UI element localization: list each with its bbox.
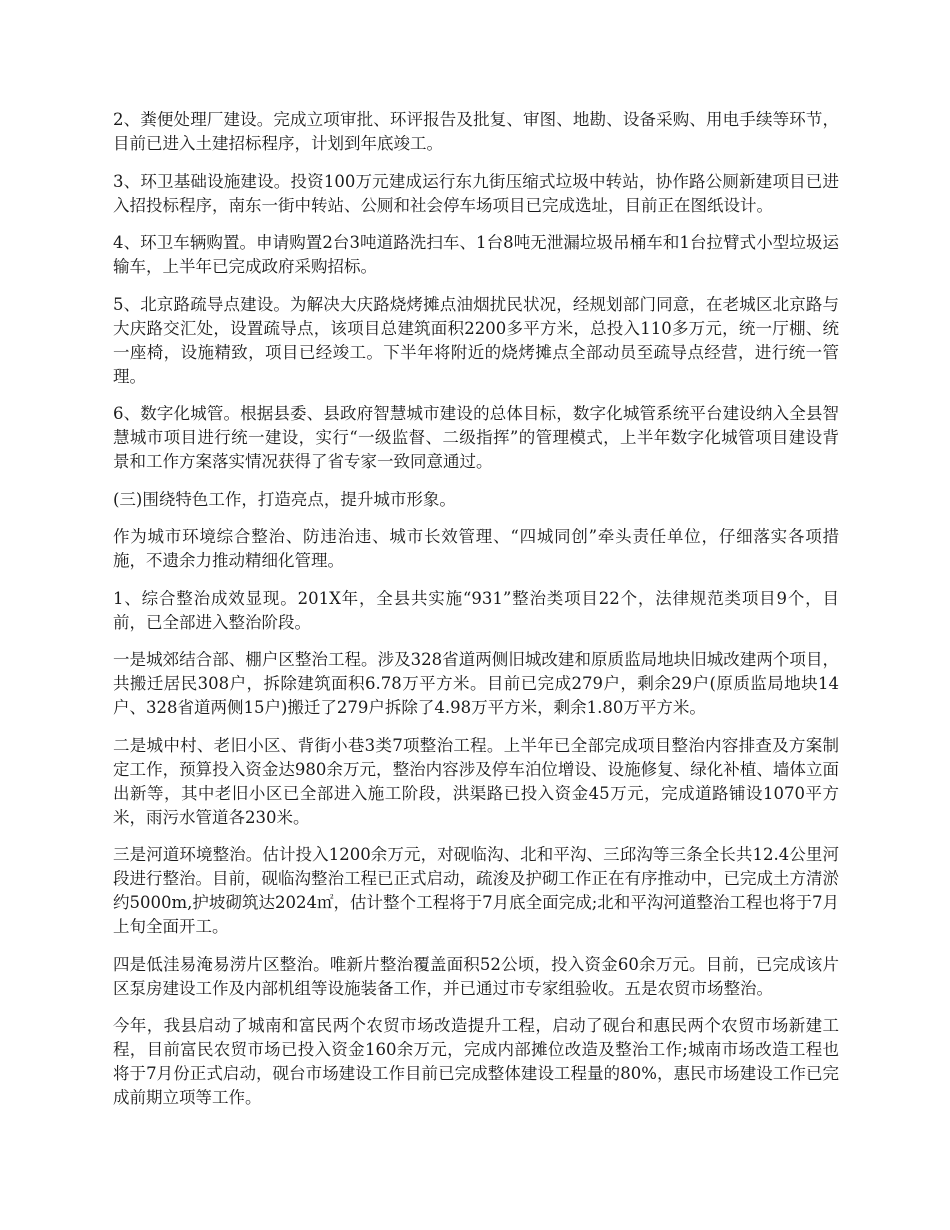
paragraph-low-lying-area: 四是低洼易淹易涝片区整治。唯新片整治覆盖面积52公顷，投入资金60余万元。目前，已完成该片区泵房建设工作及内部机组等设施装备工作，并已通过市专家组验收。五是农贸市场整治。 [113, 954, 839, 998]
paragraph-beijing-road: 5、北京路疏导点建设。为解决大庆路烧烤摊点油烟扰民状况，经规划部门同意，在老城区北京路与大庆路交汇处，设置疏导点，该项目总建筑面积2200多平方米，总投入110多万元，统一厅棚、统一座椅，设施精致，项目已经竣工。下半年将附近的烧烤摊点全部动员至疏导点经营，进行统一管理。 [113, 294, 839, 386]
paragraph-fecal-plant: 2、粪便处理厂建设。完成立项审批、环评报告及批复、审图、地勘、设备采购、用电手续等环节，目前已进入土建招标程序，计划到年底竣工。 [113, 110, 839, 153]
paragraph-digital-management: 6、数字化城管。根据县委、县政府智慧城市建设的总体目标，数字化城管系统平台建设纳入全县智慧城市项目进行统一建设，实行“一级监督、二级指挥”的管理模式，上半年数字化城管项目建设背景和工作方案落实情况获得了省专家一致同意通过。 [113, 404, 839, 471]
paragraph-river-rectification: 三是河道环境整治。估计投入1200余万元，对砚临沟、北和平沟、三邱沟等三条全长共12.4公里河段进行整治。目前，砚临沟整治工程已正式启动，疏浚及护砌工作正在有序推动中，已完成土方清淤约5000m,护坡砌筑达2024㎡，估计整个工程将于7月底全面完成;北和平沟河道整治工程也将于7月上旬全面开工。 [113, 845, 839, 936]
paragraph-comprehensive-rectification: 1、综合整治成效显现。201X年，全县共实施“931”整治类项目22个，法律规范类项目9个，目前，已全部进入整治阶段。 [113, 588, 839, 632]
paragraph-sanitation-vehicles: 4、环卫车辆购置。申请购置2台3吨道路洗扫车、1台8吨无泄漏垃圾吊桶车和1台拉臂式小型垃圾运输车，上半年已完成政府采购招标。 [113, 233, 839, 276]
paragraph-suburban-rectification: 一是城郊结合部、棚户区整治工程。涉及328省道两侧旧城改建和原质监局地块旧城改建两个项目，共搬迁居民308户，拆除建筑面积6.78万平方米。目前已完成279户，剩余29户(原质监局地块14户、328省道两侧15户)搬迁了279户拆除了4.98万平方米，剩余1.80万平方米。 [113, 650, 839, 717]
paragraph-farmers-market: 今年，我县启动了城南和富民两个农贸市场改造提升工程，启动了砚台和惠民两个农贸市场新建工程，目前富民农贸市场已投入资金160余万元，完成内部摊位改造及整治工作;城南市场改造工程也将于7月份正式启动，砚台市场建设工作目前已完成整体建设工程量的80%，惠民市场建设工作已完成前期立项等工作。 [113, 1016, 839, 1107]
paragraph-sanitation-facilities: 3、环卫基础设施建设。投资100万元建成运行东九街压缩式垃圾中转站，协作路公厕新建项目已进入招投标程序，南东一街中转站、公厕和社会停车场项目已完成选址，目前正在图纸设计。 [113, 171, 839, 215]
section-heading-three: (三)围绕特色工作，打造亮点，提升城市形象。 [113, 489, 456, 509]
document-body [113, 108, 839, 1124]
paragraph-urban-village: 二是城中村、老旧小区、背街小巷3类7项整治工程。上半年已全部完成项目整治内容排查及方案制定工作，预算投入资金达980余万元，整治内容涉及停车泊位增设、设施修复、绿化补植、墙体立面出新等，其中老旧小区已全部进入施工阶段，洪渠路已投入资金45万元，完成道路铺设1070平方米，雨污水管道各230米。 [113, 735, 839, 827]
paragraph-responsibility: 作为城市环境综合整治、防违治违、城市长效管理、“四城同创”牵头责任单位，仔细落实各项措施，不遗余力推动精细化管理。 [113, 527, 839, 570]
